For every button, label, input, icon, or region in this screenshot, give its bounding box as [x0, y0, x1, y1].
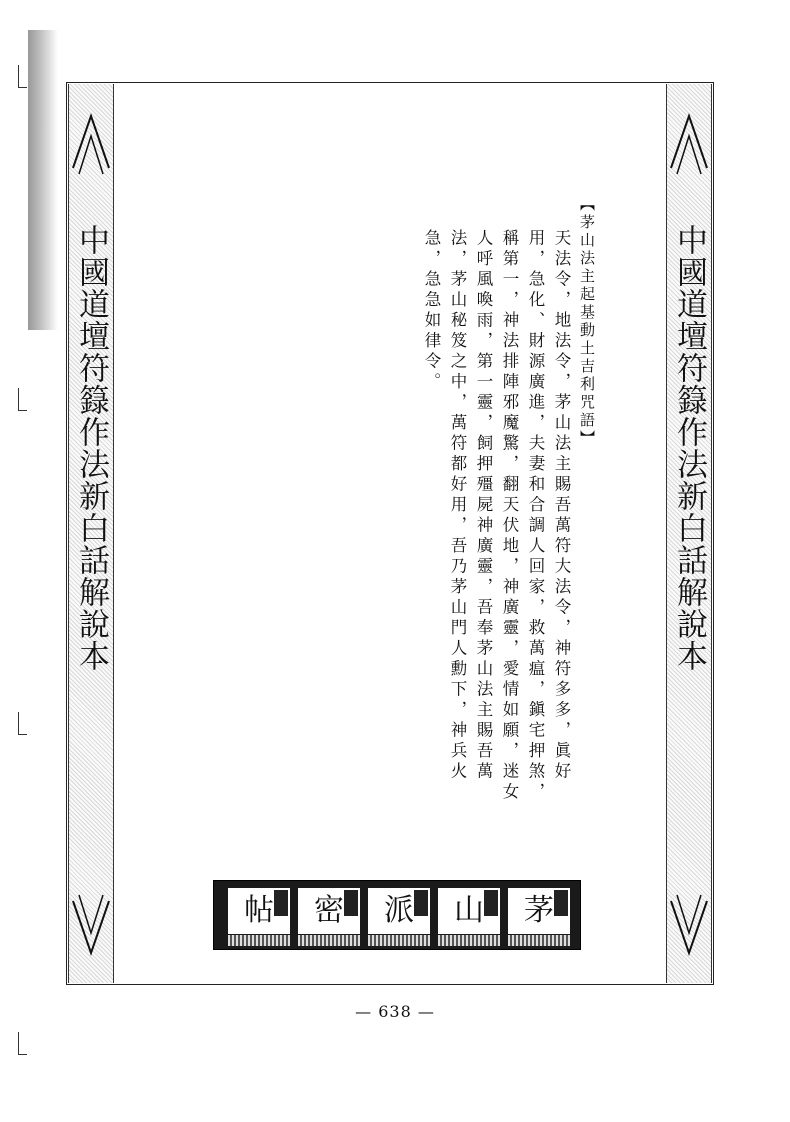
spell-body: 天法令，地法令，茅山法主賜吾萬符大法令，神符多多，眞好用，急化、財源廣進，夫妻和合調人回家，救萬瘟，鎭宅押煞，稱第一，神法排陣邪魔驚，翻天伏地，神廣靈，愛情如願，迷女人呼風喚雨，第一靈，飼押殭屍神廣靈，吾奉茅山法主賜吾萬法，茅山秘笈之中，萬符都好用，吾乃茅山門人勳下，神兵火急，急急如律令。: [422, 229, 571, 803]
scan-edge-shadow: [28, 30, 58, 330]
publisher-logo-banner: [213, 880, 581, 950]
crop-mark: [18, 65, 27, 88]
logo-tile: 派: [368, 888, 430, 934]
left-title-band: [68, 84, 114, 983]
spell-heading: 【茅山法主起基動土吉利咒語】: [578, 196, 596, 448]
logo-caption: [228, 935, 290, 946]
book-title-right: 中國道壇符籙作法新白話解說本: [671, 224, 707, 672]
crop-mark: [18, 1032, 27, 1055]
crop-mark: [18, 388, 27, 411]
chevron-up-icon: [667, 106, 711, 176]
logo-caption: [508, 935, 570, 946]
book-title-left: 中國道壇符籙作法新白話解說本: [73, 224, 109, 672]
page-number: — 638 —: [355, 1002, 435, 1021]
right-title-band: [666, 84, 712, 983]
logo-tile: 山: [438, 888, 500, 934]
logo-caption: [438, 935, 500, 946]
logo-tile: 茅: [508, 888, 570, 934]
spell-text: [380, 196, 600, 816]
logo-caption: [298, 935, 360, 946]
chevron-down-icon: [667, 893, 711, 963]
chevron-down-icon: [69, 893, 113, 963]
chevron-up-icon: [69, 106, 113, 176]
crop-mark: [18, 712, 27, 735]
logo-tile: 帖: [228, 888, 290, 934]
logo-caption: [368, 935, 430, 946]
logo-tile: 密: [298, 888, 360, 934]
